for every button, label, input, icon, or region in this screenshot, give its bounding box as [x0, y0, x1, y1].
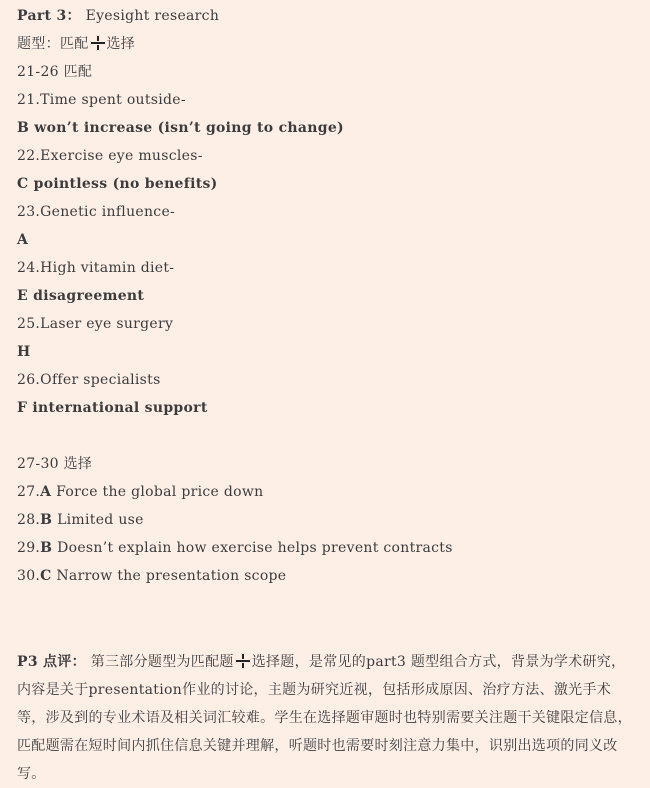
matching-question: 23.Genetic influence-: [17, 204, 176, 220]
choice-text: Narrow the presentation scope: [51, 568, 287, 584]
choice-number: 29.: [17, 540, 41, 556]
matching-question: 25.Laser eye surgery: [17, 316, 174, 332]
choice-number: 30.: [17, 568, 41, 584]
choice-number: 28.: [17, 512, 41, 528]
matching-question: 22.Exercise eye muscles-: [17, 148, 203, 164]
matching-answer: A: [17, 232, 29, 248]
choice-letter: A: [40, 484, 52, 500]
choice-number: 27.: [17, 484, 41, 500]
choice-item: [17, 538, 453, 558]
choice-letter: C: [40, 568, 52, 584]
review-comment: [17, 648, 635, 788]
plus-icon: [235, 653, 251, 669]
matching-answer: C pointless (no benefits): [17, 176, 218, 192]
choice-item: [17, 482, 263, 502]
choice-item: [17, 510, 144, 530]
matching-question: 24.High vitamin diet-: [17, 260, 175, 276]
part-heading: [17, 6, 219, 26]
question-type-prefix: 题型：匹配: [17, 36, 89, 52]
matching-answer: B won’t increase (isn’t going to change): [17, 120, 344, 136]
question-type-suffix: 选择: [106, 36, 136, 52]
choice-text: Doesn’t explain how exercise helps prevent contracts: [52, 540, 453, 556]
question-type: [17, 34, 135, 54]
plus-icon: [90, 35, 106, 51]
choice-item: [17, 566, 286, 586]
choice-text: Force the global price down: [51, 484, 264, 500]
matching-answer: E disagreement: [17, 288, 145, 304]
part-title: Eyesight research: [85, 8, 220, 24]
choice-text: Limited use: [52, 512, 144, 528]
comment-text-before: 第三部分题型为匹配题: [85, 654, 234, 670]
part-separator: ：: [66, 8, 81, 24]
comment-text-after: 选择题，是常见的part3 题型组合方式，背景为学术研究，内容是关于presentation作业的讨论，主题为研究近视，包括形成原因、治疗方法、激光手术等，涉及到的专业术语及相关词汇较难。学生在选择题审题时也特别需要关注题干关键限定信息，匹配题需在短时间内抓住信息关键并理解，听题时也需要时刻注意力集中，识别出选项的同义改写。: [17, 654, 632, 782]
choice-letter: B: [40, 512, 53, 528]
comment-label: P3 点评：: [17, 654, 86, 670]
matching-answer: H: [17, 344, 31, 360]
matching-question: 26.Offer specialists: [17, 372, 161, 388]
part-label: Part 3: [17, 8, 67, 24]
choice-heading: 27-30 选择: [17, 456, 93, 472]
matching-answer: F international support: [17, 400, 208, 416]
matching-question: 21.Time spent outside-: [17, 92, 186, 108]
choice-letter: B: [40, 540, 53, 556]
matching-heading: 21-26 匹配: [17, 64, 93, 80]
